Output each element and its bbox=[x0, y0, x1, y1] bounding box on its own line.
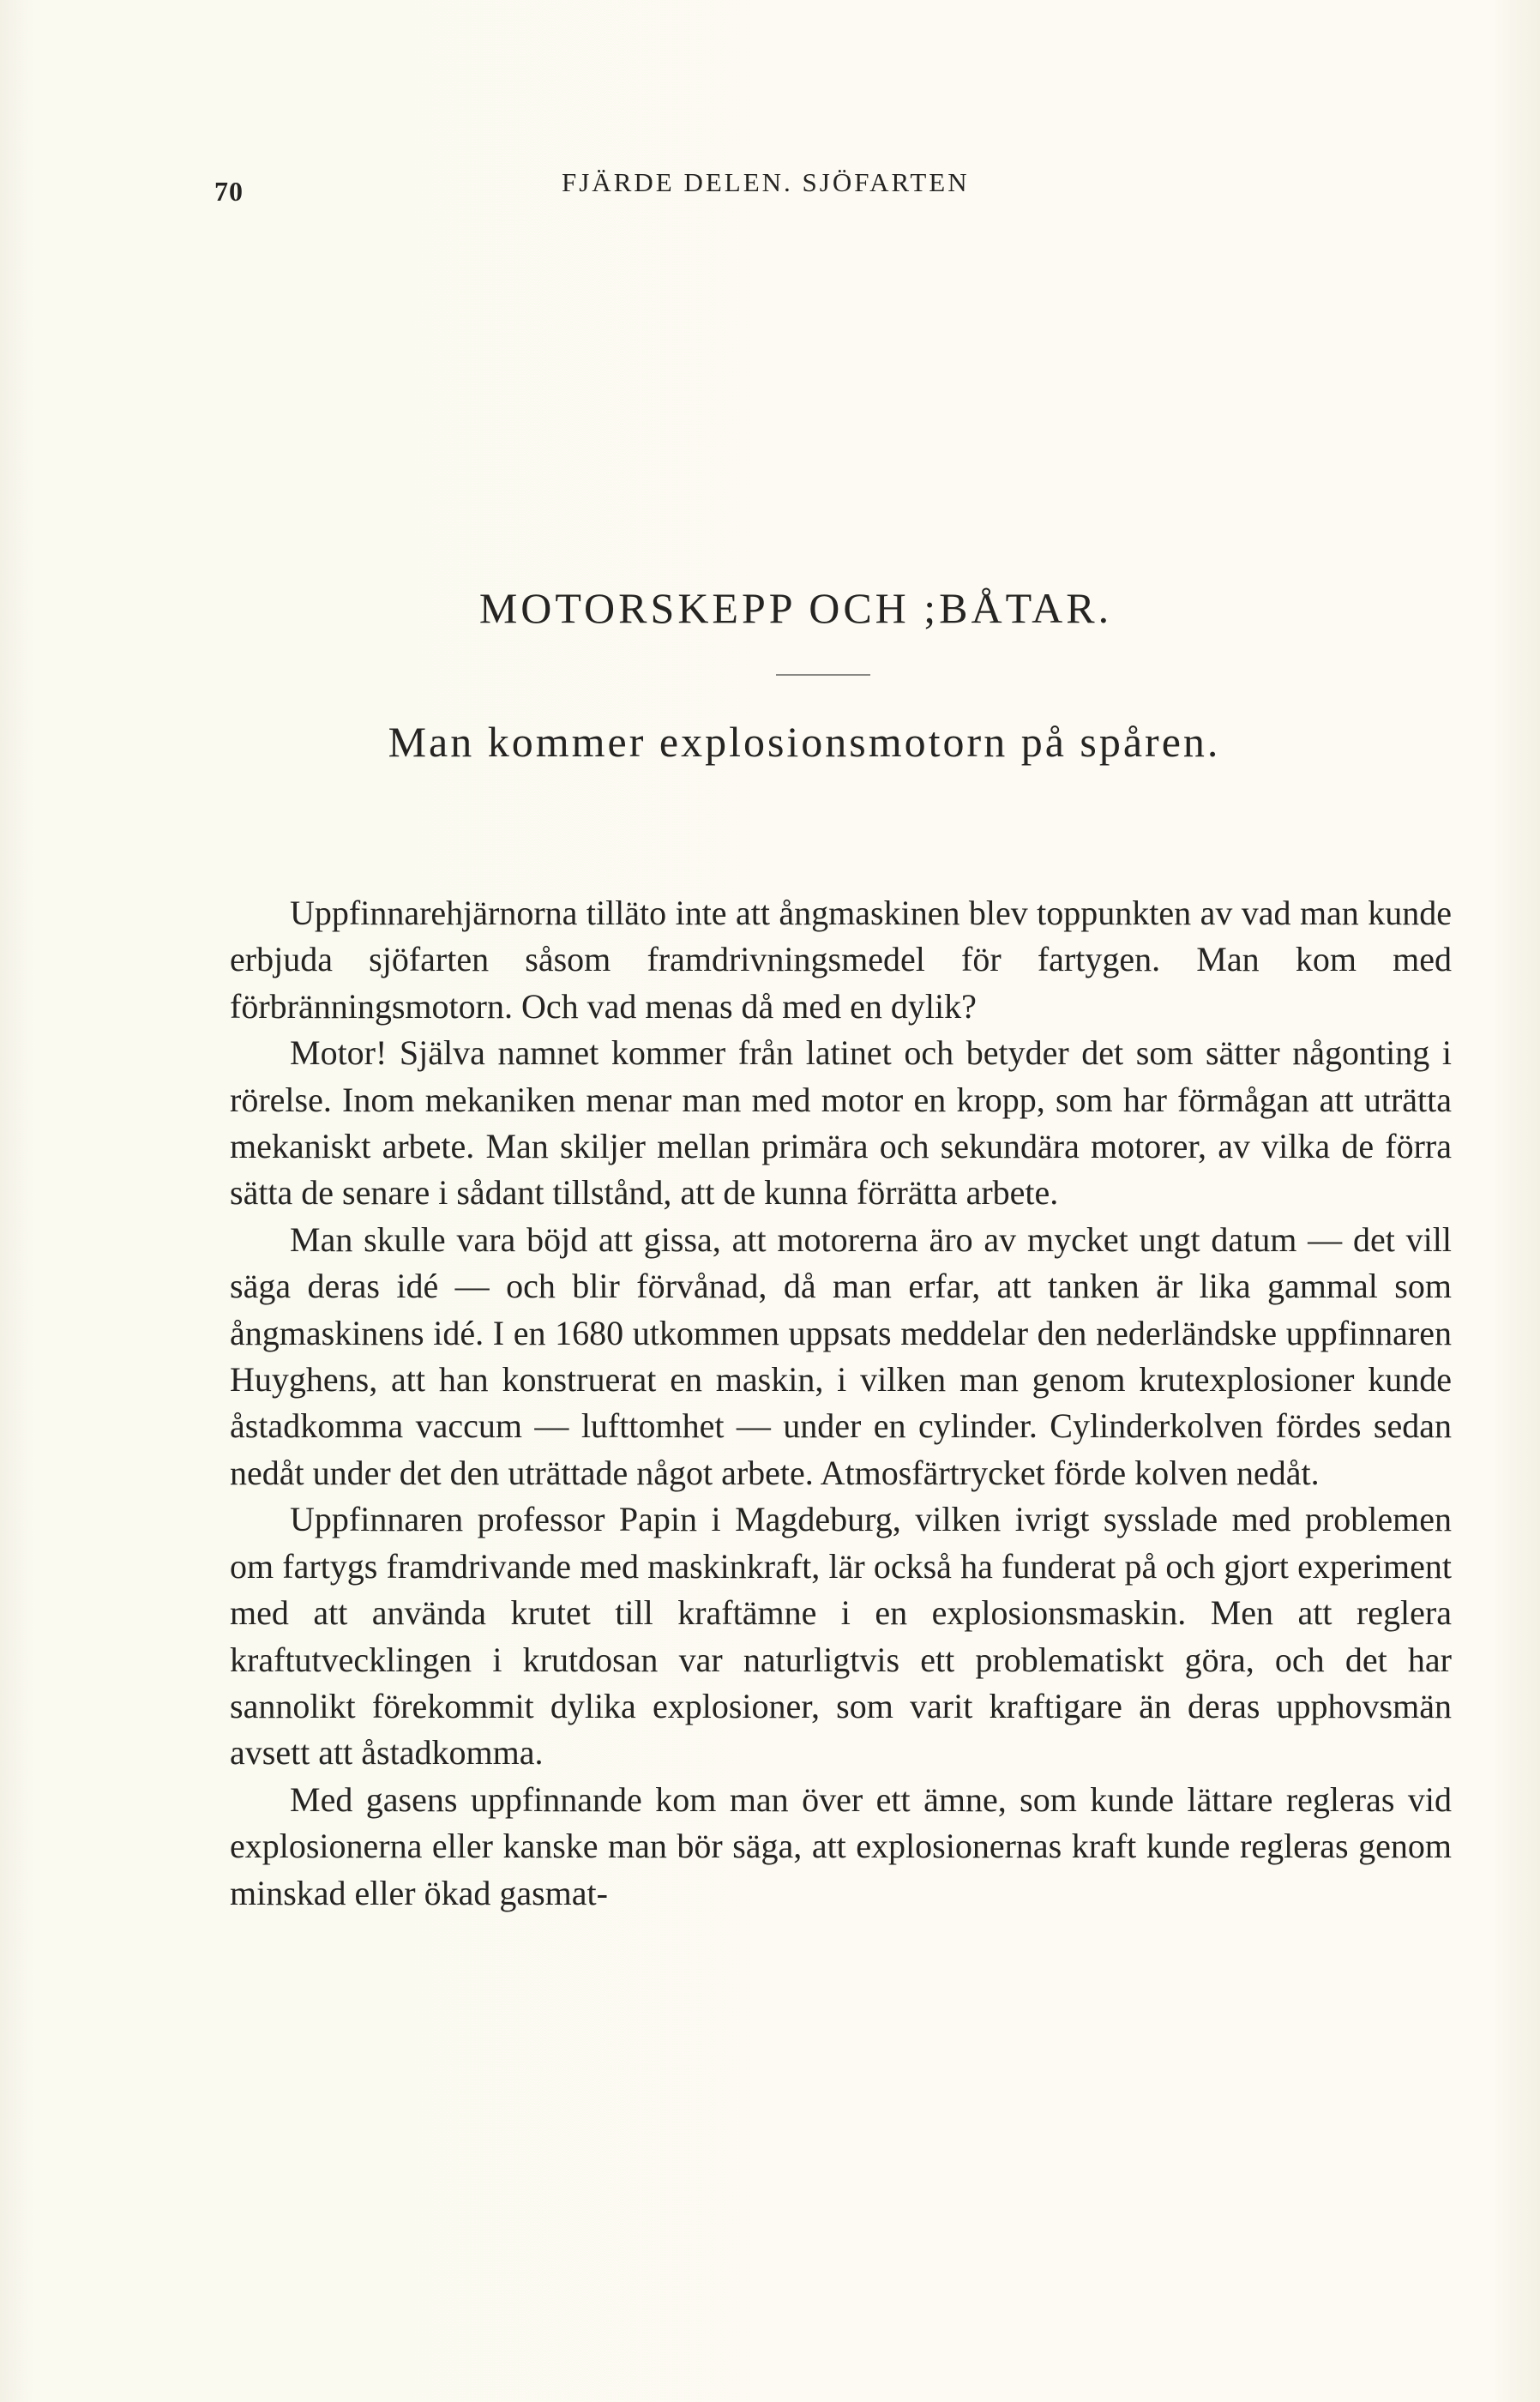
paragraph: Uppfinnaren professor Papin i Magdeburg, vilken ivrigt sysslade med problemen om fartygs framdrivande med maskinkraft, lär också ha funderat på och gjort experiment med att använda krutet till kraftämne i en explosionsmaskin. Men att reglera kraftutvecklingen i krutdosan var naturligtvis ett problematiskt göra, och det har sannolikt förekommit dylika explosioner, som varit kraftigare än deras upphovsmän avsett att åstadkomma. bbox=[230, 1500, 1452, 1773]
paragraph: Uppfinnarehjärnorna tilläto inte att ångmaskinen blev toppunkten av vad man kunde erbjuda sjöfarten såsom framdrivningsmedel för fartygen. Man kom med förbränningsmotorn. Och vad menas då med en dylik? bbox=[230, 894, 1452, 1026]
paragraph: Med gasens uppfinnande kom man över ett ämne, som kunde lättare regleras vid explosionerna eller kanske man bör säga, att explosionernas kraft kunde regleras genom minskad eller ökad gasmat- bbox=[230, 1779, 1452, 1912]
paragraph: Man skulle vara böjd att gissa, att motorerna äro av mycket ungt datum — det vill säga deras idé — och blir förvånad, då man erfar, att tanken är lika gammal som ångmaskinens idé. I en 1680 utkommen uppsats meddelar den nederländske uppfinnaren Huyghens, att han konstruerat en maskin, i vilken man genom krutexplosioner kunde åstadkomma vaccum — lufttomhet — under en cylinder. Cylinderkolven fördes sedan nedåt under det den uträttade något arbete. Atmosfärtrycket förde kolven nedåt. bbox=[230, 1219, 1452, 1492]
page-number: 70 bbox=[214, 176, 244, 207]
running-header bbox=[0, 167, 1540, 219]
running-title: FJÄRDE DELEN. SJÖFARTEN bbox=[562, 167, 970, 197]
body-text bbox=[230, 890, 1452, 1917]
paragraph: Motor! Själva namnet kommer från latinet och betyder det som sätter någonting i rörelse. Inom mekaniken menar man med motor en kropp, som har förmågan att uträtta mekaniskt arbete. Man skiljer mellan primära och sekundära motorer, av vilka de förra sätta de senare i sådant tillstånd, att de kunna förrätta arbete. bbox=[230, 1033, 1452, 1213]
chapter-title: MOTORSKEPP OCH ;BÅTAR. bbox=[478, 584, 1113, 632]
chapter-subtitle: Man kommer explosionsmotorn på spåren. bbox=[388, 718, 1221, 766]
title-divider bbox=[776, 674, 870, 676]
